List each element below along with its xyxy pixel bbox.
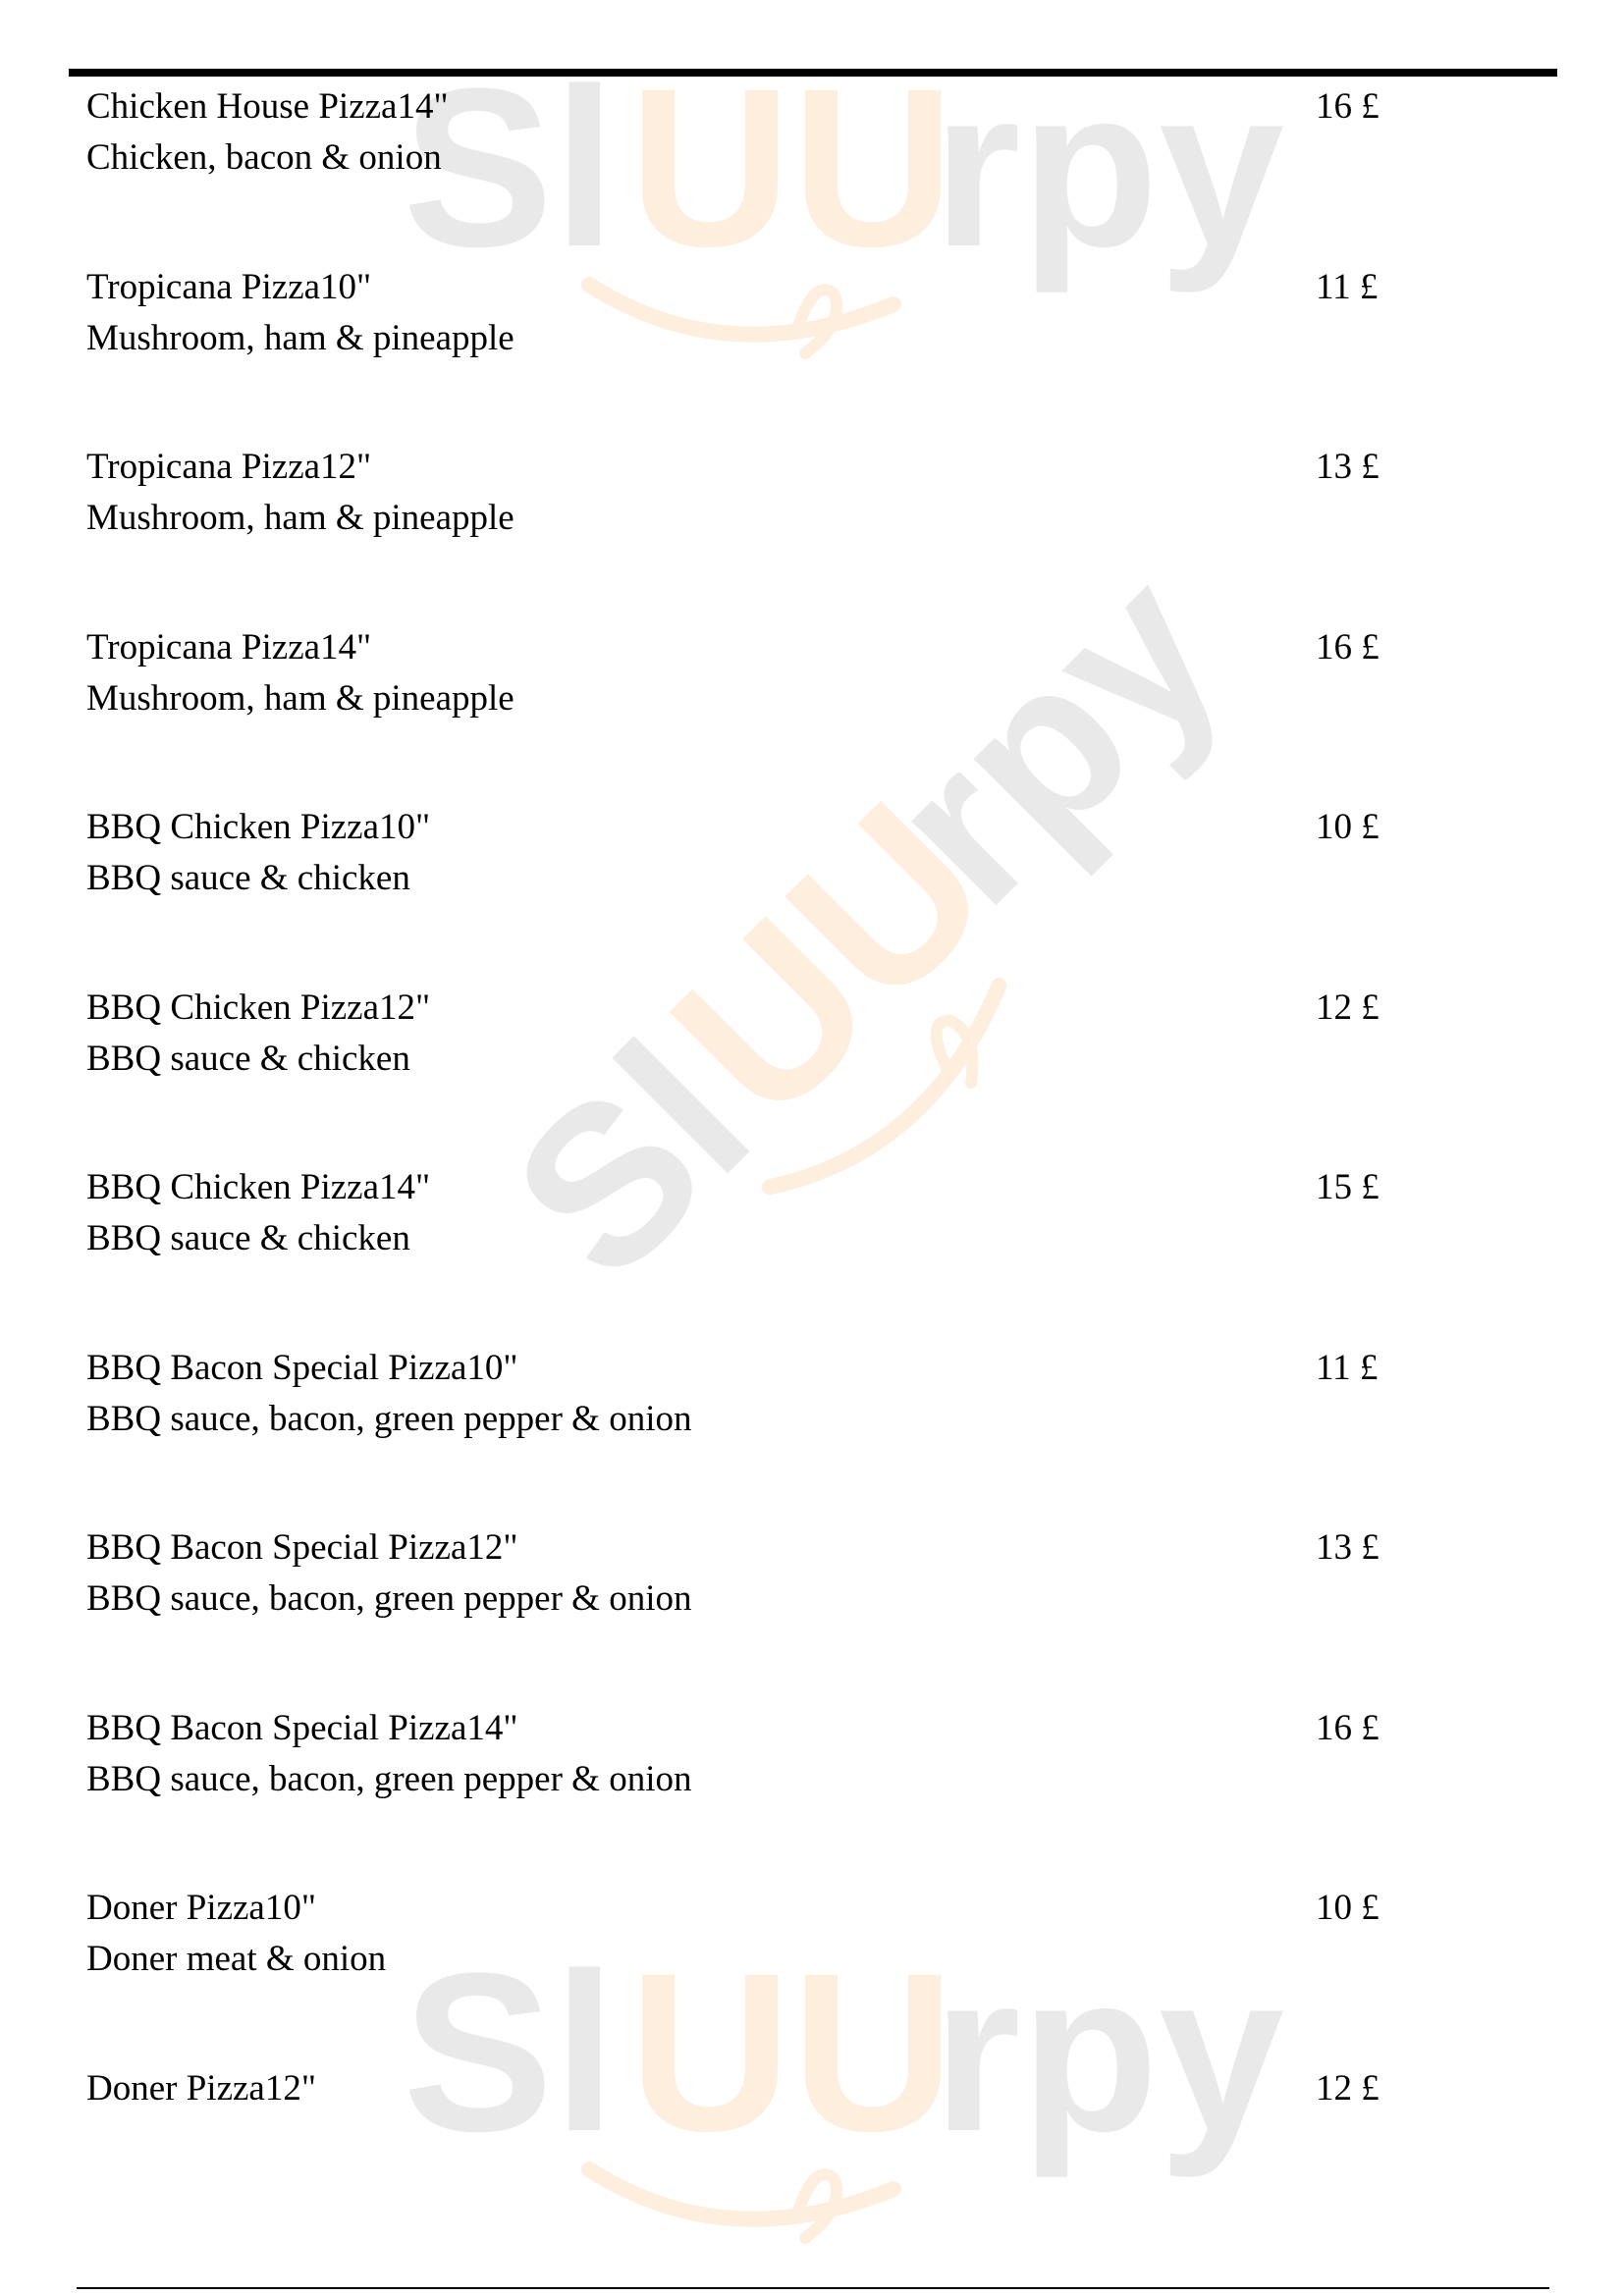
menu-item <box>86 2063 1461 2244</box>
svg-text:rpy: rpy <box>933 1926 1284 2178</box>
item-price: 15 £ <box>1316 1167 1380 1207</box>
item-description: BBQ sauce & chicken <box>86 858 410 898</box>
item-description: Doner meat & onion <box>86 1939 387 1979</box>
item-price: 16 £ <box>1316 1707 1380 1748</box>
svg-text:UU: UU <box>628 1926 955 2178</box>
menu-item <box>86 1883 1461 2063</box>
item-price: 10 £ <box>1316 807 1380 847</box>
item-name: BBQ Chicken Pizza10" <box>86 807 431 847</box>
svg-text:Sl: Sl <box>403 41 617 294</box>
menu-item <box>86 802 1461 983</box>
item-price: 16 £ <box>1316 626 1380 667</box>
item-description: BBQ sauce & chicken <box>86 1218 410 1258</box>
item-description: BBQ sauce, bacon, green pepper & onion <box>86 1758 692 1799</box>
item-name: Tropicana Pizza12" <box>86 447 372 487</box>
item-name: Doner Pizza10" <box>86 1888 316 1928</box>
svg-text:Sl: Sl <box>403 1926 617 2178</box>
item-name: BBQ Bacon Special Pizza10" <box>86 1347 518 1388</box>
item-price: 12 £ <box>1316 2067 1380 2109</box>
menu-item <box>86 1162 1461 1343</box>
item-description: Mushroom, ham & pineapple <box>86 498 514 538</box>
svg-text:UU: UU <box>624 756 1035 1166</box>
menu-item <box>86 1522 1461 1703</box>
menu-item <box>86 622 1461 803</box>
menu-item <box>86 1343 1461 1523</box>
item-price: 13 £ <box>1316 447 1380 487</box>
item-price: 16 £ <box>1316 86 1380 127</box>
item-name: BBQ Bacon Special Pizza12" <box>86 1527 518 1568</box>
item-name: Tropicana Pizza14" <box>86 626 372 667</box>
item-description: Chicken, bacon & onion <box>86 137 442 178</box>
menu-item <box>86 81 1461 262</box>
svg-text:rpy: rpy <box>933 41 1284 294</box>
svg-text:UU: UU <box>628 41 955 294</box>
menu-list <box>86 81 1461 2243</box>
item-description: BBQ sauce, bacon, green pepper & onion <box>86 1398 692 1439</box>
top-rule <box>69 69 1557 77</box>
menu-item <box>86 983 1461 1163</box>
item-price: 13 £ <box>1316 1527 1380 1568</box>
svg-text:Sl: Sl <box>465 995 795 1325</box>
bottom-rule <box>77 2287 1549 2289</box>
item-price: 11 £ <box>1316 266 1379 307</box>
menu-item <box>86 442 1461 622</box>
item-price: 12 £ <box>1316 987 1380 1028</box>
item-name: Chicken House Pizza14" <box>86 86 449 127</box>
item-price: 11 £ <box>1316 1347 1379 1388</box>
item-price: 10 £ <box>1316 1888 1380 1928</box>
item-description: BBQ sauce, bacon, green pepper & onion <box>86 1578 692 1619</box>
item-description: Mushroom, ham & pineapple <box>86 317 514 358</box>
item-name: Tropicana Pizza10" <box>86 266 372 307</box>
item-name: BBQ Bacon Special Pizza14" <box>86 1707 518 1748</box>
item-name: Doner Pizza12" <box>86 2067 316 2109</box>
item-description: Mushroom, ham & pineapple <box>86 677 514 719</box>
menu-item <box>86 1703 1461 1884</box>
item-description: BBQ sauce & chicken <box>86 1038 410 1079</box>
item-name: BBQ Chicken Pizza14" <box>86 1167 431 1207</box>
item-name: BBQ Chicken Pizza12" <box>86 987 431 1028</box>
svg-text:rpy: rpy <box>840 523 1268 951</box>
menu-item <box>86 262 1461 443</box>
